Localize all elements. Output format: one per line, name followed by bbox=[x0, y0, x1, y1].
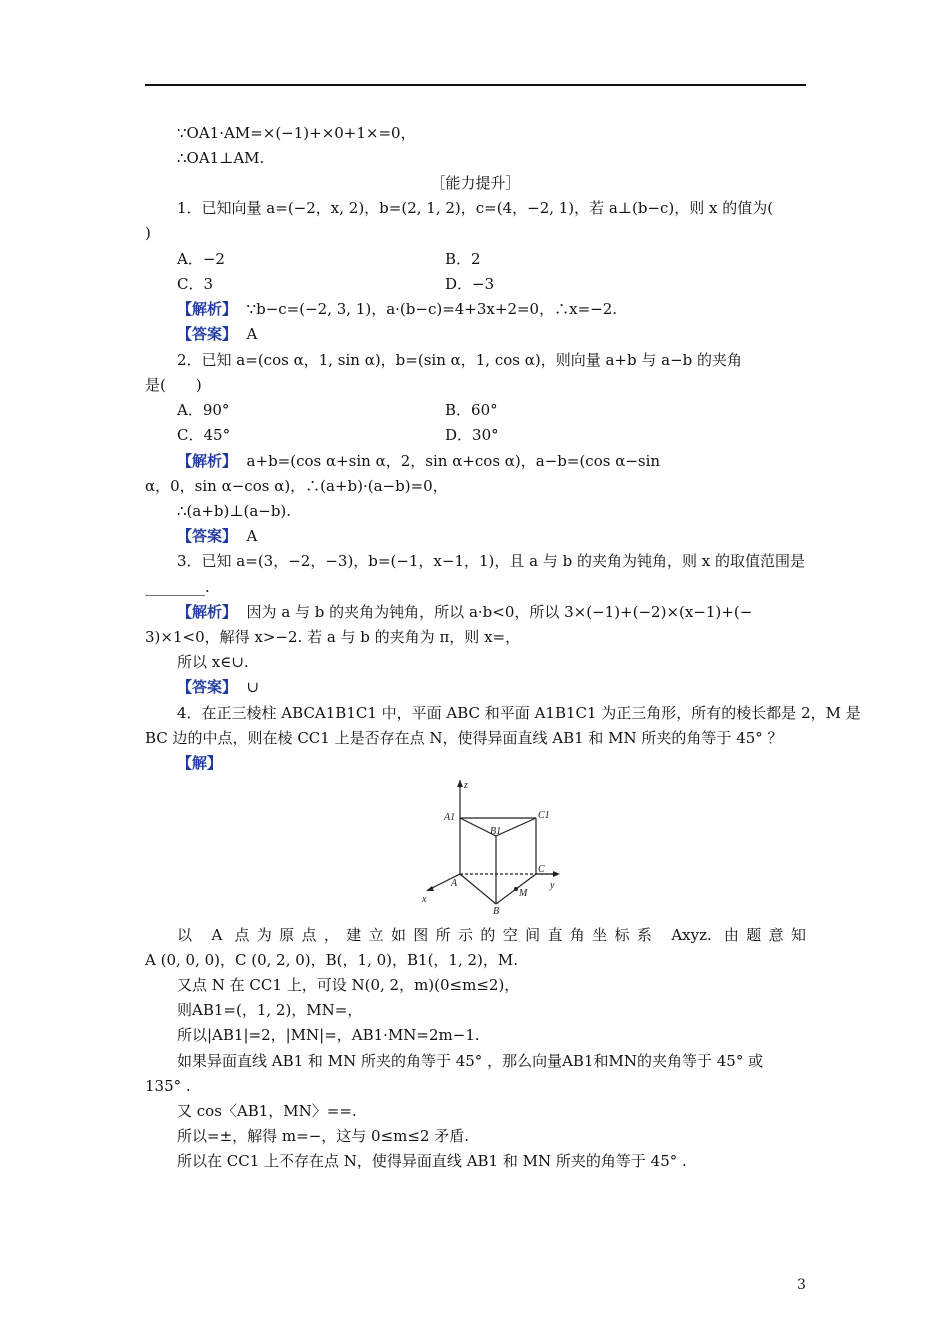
question-3-cont: ________. bbox=[145, 578, 210, 596]
edge-ab bbox=[460, 874, 496, 904]
option-a: A．−2 B．2 bbox=[177, 250, 481, 268]
solution-line: 所以=±，解得 m=−，这与 0≤m≤2 矛盾. bbox=[177, 1127, 470, 1145]
option-c: C．3 D．−3 bbox=[177, 275, 495, 293]
header-rule bbox=[145, 84, 806, 86]
question-4-cont: BC 边的中点，则在棱 CC1 上是否存在点 N，使得异面直线 AB1 和 MN 所夹的角等于 45° ？ bbox=[145, 729, 783, 747]
solution-line: 所以在 CC1 上不存在点 N，使得异面直线 AB1 和 MN 所夹的角等于 45° . bbox=[177, 1152, 687, 1170]
analysis-2: 【解析】 a+b=(cos α+sin α，2，sin α+cos α)，a−b=(cos α−sin bbox=[177, 452, 661, 470]
section-heading: ［能力提升］ bbox=[430, 174, 521, 192]
solution-line: A (0, 0, 0)，C (0, 2, 0)，B(，1, 0)，B1(，1, 2)，M. bbox=[145, 951, 519, 969]
fig-label: C1 bbox=[538, 810, 550, 821]
fig-label: y bbox=[550, 880, 555, 891]
question-2: 2．已知 a=(cos α，1, sin α)，b=(sin α，1, cos α)，则向量 a+b 与 a−b 的夹角 bbox=[177, 351, 743, 369]
option-b: B．2 bbox=[445, 250, 481, 268]
text-line: ∴OA1⊥AM. bbox=[177, 149, 265, 167]
answer-tag: 【答案】 bbox=[177, 678, 238, 696]
analysis-3-cont: 3)×1<0，解得 x>−2. 若 a 与 b 的夹角为 π，则 x=， bbox=[145, 628, 521, 646]
answer-3: 【答案】 ∪ bbox=[177, 678, 260, 696]
fig-label: B1 bbox=[490, 826, 502, 837]
fig-label: C bbox=[538, 864, 545, 875]
x-arrow bbox=[426, 886, 434, 891]
text-line: ∵OA1·AM=×(−1)+×0+1×=0， bbox=[177, 124, 416, 142]
analysis-tag: 【解析】 bbox=[177, 603, 238, 621]
analysis-1: 【解析】 ∵b−c=(−2, 3, 1)，a·(b−c)=4+3x+2=0，∴x=−2. bbox=[177, 300, 618, 318]
prism-figure bbox=[420, 778, 570, 914]
question-2-cont: 是( ) bbox=[145, 376, 202, 394]
fig-label: A bbox=[451, 878, 458, 889]
z-arrow bbox=[457, 780, 463, 787]
solution-line: 135° . bbox=[145, 1077, 191, 1095]
point-m bbox=[514, 887, 518, 891]
answer-tag: 【答案】 bbox=[177, 527, 238, 545]
option-d: D．−3 bbox=[445, 275, 495, 293]
analysis-2-cont: ∴(a+b)⊥(a−b). bbox=[177, 502, 292, 520]
option-d: D．30° bbox=[445, 426, 499, 444]
solution-line: 又点 N 在 CC1 上，可设 N(0, 2，m)(0≤m≤2)， bbox=[177, 976, 520, 994]
analysis-3: 【解析】 因为 a 与 b 的夹角为钝角，所以 a·b<0，所以 3×(−1)+(−2)×(x−1)+(− bbox=[177, 603, 753, 621]
answer-2: 【答案】 A bbox=[177, 527, 258, 545]
question-3: 3．已知 a=(3，−2，−3)，b=(−1，x−1，1)，且 a 与 b 的夹角为钝角，则 x 的取值范围是 bbox=[177, 552, 806, 570]
question-1: 1．已知向量 a=(−2，x, 2)，b=(2, 1, 2)，c=(4，−2, 1)，若 a⊥(b−c)，则 x 的值为( bbox=[177, 199, 774, 217]
fig-label: z bbox=[464, 780, 468, 791]
analysis-tag: 【解析】 bbox=[177, 452, 238, 470]
y-arrow bbox=[553, 871, 560, 877]
solution-line: 又 cos〈AB1，MN〉==. bbox=[177, 1102, 357, 1120]
question-1-cont: ) bbox=[145, 224, 151, 242]
option-c: C．45° D．30° bbox=[177, 426, 499, 444]
solution-line: 以 A 点为原点，建立如图所示的空间直角坐标系 Axyz. 由题意知 bbox=[177, 926, 806, 944]
option-b: B．60° bbox=[445, 401, 498, 419]
page-number: 3 bbox=[797, 1277, 806, 1293]
fig-label: x bbox=[422, 894, 427, 905]
analysis-tag: 【解析】 bbox=[177, 300, 238, 318]
answer-1: 【答案】 A bbox=[177, 325, 258, 343]
option-a: A．90° B．60° bbox=[177, 401, 498, 419]
solution-line: 所以|AB1|=2，|MN|=，AB1·MN=2m−1. bbox=[177, 1026, 480, 1044]
fig-label: B bbox=[493, 906, 500, 914]
analysis-2-cont: α，0，sin α−cos α)，∴(a+b)·(a−b)=0， bbox=[145, 477, 448, 495]
solution-line: 则AB1=(，1, 2)，MN=， bbox=[177, 1001, 363, 1019]
edge-b1c1 bbox=[496, 818, 536, 836]
fig-label: M bbox=[519, 888, 528, 899]
solution-line: 如果异面直线 AB1 和 MN 所夹的角等于 45° ，那么向量AB1和MN的夹角等于 45° 或 bbox=[177, 1052, 764, 1070]
analysis-3-cont: 所以 x∈∪. bbox=[177, 653, 249, 671]
fig-label: A1 bbox=[444, 812, 456, 823]
solution-tag: 【解】 bbox=[177, 754, 223, 772]
answer-tag: 【答案】 bbox=[177, 325, 238, 343]
question-4: 4．在正三棱柱 ABCA1B1C1 中，平面 ABC 和平面 A1B1C1 为正三角形，所有的棱长都是 2，M 是 bbox=[177, 704, 861, 722]
